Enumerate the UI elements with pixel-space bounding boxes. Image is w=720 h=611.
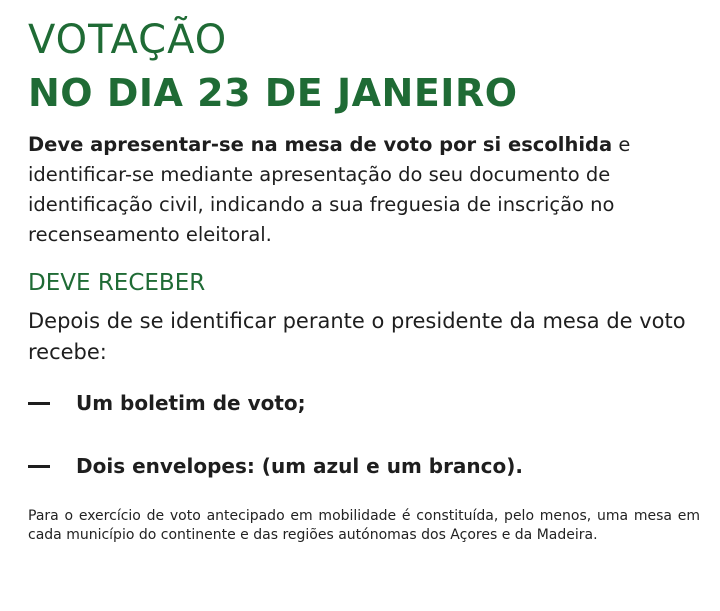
section-heading-receive: DEVE RECEBER bbox=[28, 270, 206, 296]
intro-text: e identificar-se mediante apresentação do seu documento de identificação civil, indicando a sua freguesia de inscrição no recenseamento eleitoral. bbox=[28, 133, 631, 246]
receive-list bbox=[28, 386, 700, 483]
document-page bbox=[28, 16, 700, 544]
list-item bbox=[28, 386, 700, 420]
title-line-1: VOTAÇÃO bbox=[28, 17, 228, 63]
list-item bbox=[28, 449, 700, 483]
intro-paragraph bbox=[28, 130, 700, 250]
list-item-text: Um boletim de voto; bbox=[76, 391, 306, 415]
title-line-2: NO DIA 23 DE JANEIRO bbox=[28, 71, 518, 115]
footnote: Para o exercício de voto antecipado em mobilidade é constituída, pelo menos, uma mesa em cada município do continente e das regiões autónomas dos Açores e da Madeira. bbox=[28, 508, 700, 543]
dash-icon bbox=[28, 465, 50, 468]
list-item-text: Dois envelopes: (um azul e um branco). bbox=[76, 454, 524, 478]
section-text-receive: Depois de se identificar perante o presidente da mesa de voto recebe: bbox=[28, 309, 686, 364]
intro-bold-text: Deve apresentar-se na mesa de voto por si escolhida bbox=[28, 133, 613, 156]
dash-icon bbox=[28, 402, 50, 405]
